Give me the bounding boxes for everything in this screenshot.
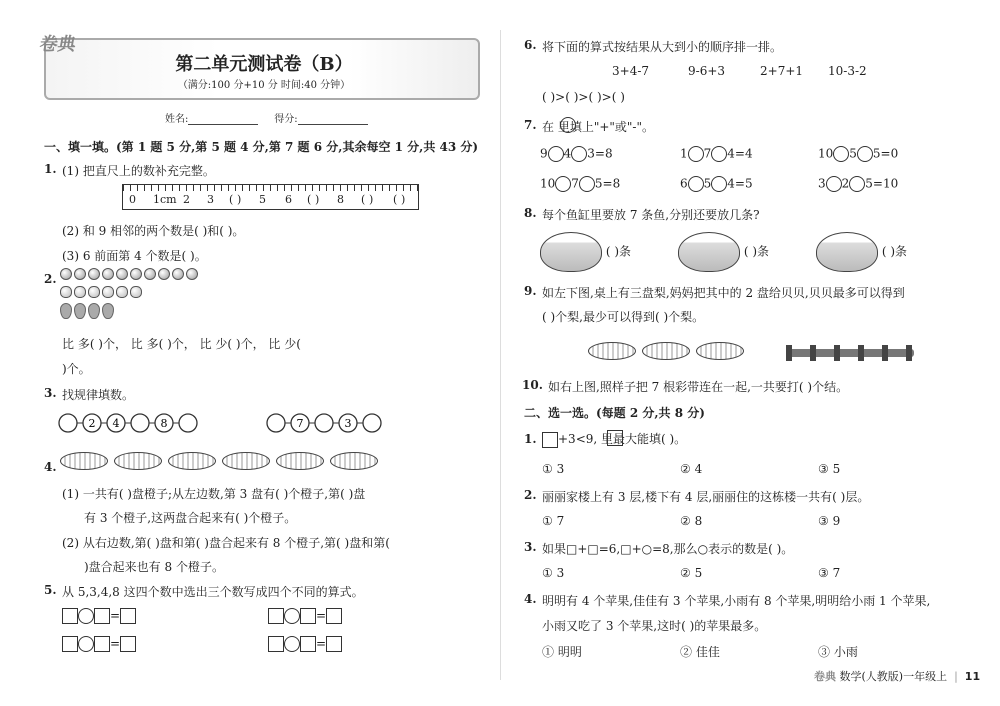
section2-heading: 二、选一选。(每题 2 分,共 8 分) (524, 406, 705, 420)
c4-option-3[interactable]: ③ 小雨 (818, 645, 858, 659)
ruler-label: 6 (285, 193, 292, 206)
section1-heading: 一、填一填。(第 1 题 5 分,第 5 题 4 分,第 7 题 6 分,其余每空 1 分,共 43 分) (44, 140, 479, 154)
q5-equation4[interactable]: = (268, 636, 342, 652)
c3-option-2[interactable]: ② 5 (680, 566, 703, 580)
sequence-circle[interactable] (131, 414, 149, 432)
page-subtitle: （满分:100 分+10 分 时间:40 分钟） (177, 80, 351, 91)
q9-line1: 如左下图,桌上有三盘梨,妈妈把其中的 2 盘给贝贝,贝贝最多可以得到 (542, 286, 905, 300)
q9-number: 9. (524, 284, 537, 298)
fishbowl-3: ( )条 (816, 232, 907, 272)
name-blank[interactable] (188, 114, 258, 125)
q7-text: 在 里填上"+"或"-"。 (542, 120, 655, 134)
q6-answer[interactable]: ( )>( )>( )>( ) (542, 90, 625, 104)
q10-text: 如右上图,照样子把 7 根彩带连在一起,一共要打( )个结。 (548, 380, 849, 394)
apple-icon (102, 286, 114, 298)
c4-line2: 小雨又吃了 3 个苹果,这时( )的苹果最多。 (542, 619, 767, 633)
ruler-label: 8 (337, 193, 344, 206)
sequence-circle[interactable] (267, 414, 285, 432)
c3-question: 如果□+□=6,□+○=8,那么○表示的数是( )。 (542, 542, 794, 556)
orange-icon (130, 268, 142, 280)
q1-number: 1. (44, 162, 57, 176)
q3-sequence2 (266, 410, 396, 436)
q1-part2: (2) 和 9 相邻的两个数是( )和( )。 (62, 224, 245, 238)
q2-number: 2. (44, 272, 57, 286)
orange-icon (88, 268, 100, 280)
c4-option-2[interactable]: ② 佳佳 (680, 645, 720, 659)
fruit-row-pears (60, 303, 116, 322)
page-footer: 卷典 数学(人教版)一年级上 | 11 (814, 670, 981, 683)
page-number: 11 (964, 670, 981, 683)
q10-number: 10. (522, 378, 543, 392)
orange-icon (186, 268, 198, 280)
c2-option-1[interactable]: ① 7 (542, 514, 565, 528)
q1-part1: (1) 把直尺上的数补充完整。 (62, 164, 215, 178)
q5-equation3[interactable]: = (62, 636, 136, 652)
c1-option-1[interactable]: ① 3 (542, 462, 565, 476)
q3-number: 3. (44, 386, 57, 400)
orange-icon (116, 268, 128, 280)
orange-plate (222, 452, 270, 470)
pear-icon (88, 303, 100, 319)
sequence-value: 3 (344, 417, 352, 430)
sequence-value: 2 (88, 417, 96, 430)
sequence-circle[interactable] (315, 414, 333, 432)
q4-number: 4. (44, 460, 57, 474)
orange-plate (60, 452, 108, 470)
fruit-row-oranges (60, 268, 200, 283)
q7-item-2[interactable]: 1 7 4=4 (680, 146, 753, 161)
c1-option-2[interactable]: ② 4 (680, 462, 703, 476)
sequence-value: 8 (160, 417, 168, 430)
c3-number: 3. (524, 540, 537, 554)
ruler-label: ) (315, 193, 320, 206)
ruler-label: ( (361, 193, 366, 206)
ruler-label: 0 (129, 193, 136, 206)
ruler-label: 5 (259, 193, 266, 206)
q8-text: 每个鱼缸里要放 7 条鱼,分别还要放几条? (542, 208, 760, 222)
apple-icon (116, 286, 128, 298)
q2-line2: )个。 (62, 362, 91, 376)
c1-square (607, 430, 623, 446)
q4-part2b: )盘合起来也有 8 个橙子。 (84, 560, 224, 574)
orange-plate (330, 452, 378, 470)
q4-part1a: (1) 一共有( )盘橙子;从左边数,第 3 盘有( )个橙子,第( )盘 (62, 487, 366, 501)
header-banner (44, 38, 480, 100)
q6-text: 将下面的算式按结果从大到小的顺序排一排。 (542, 40, 783, 54)
ruler-label: ) (401, 193, 406, 206)
q7-number: 7. (524, 118, 537, 132)
q3-text: 找规律填数。 (62, 388, 135, 402)
orange-plate (276, 452, 324, 470)
orange-icon (60, 268, 72, 280)
sequence-circle[interactable] (59, 414, 77, 432)
apple-icon (130, 286, 142, 298)
q1-part3: (3) 6 前面第 4 个数是( )。 (62, 249, 207, 263)
orange-plate (168, 452, 216, 470)
ruler-label: 3 (207, 193, 214, 206)
orange-icon (102, 268, 114, 280)
q7-item-3[interactable]: 10 5 5=0 (818, 146, 899, 161)
ruler-label: ( (307, 193, 312, 206)
page-title: 第二单元测试卷（B） (175, 54, 353, 75)
apple-icon (60, 286, 72, 298)
q7-item-6[interactable]: 3 2 5=10 (818, 176, 899, 191)
q7-item-1[interactable]: 9 4 3=8 (540, 146, 613, 161)
orange-icon (172, 268, 184, 280)
q4-part2a: (2) 从右边数,第( )盘和第( )盘合起来有 8 个橙子,第( )盘和第( (62, 536, 390, 550)
q5-equation2[interactable]: = (268, 608, 342, 624)
c1-number: 1. (524, 432, 537, 446)
apple-icon (74, 286, 86, 298)
q2-line1: 比 多( )个， 比 多( )个， 比 少( )个， 比 少( (62, 337, 301, 351)
ruler-label: 2 (183, 193, 190, 206)
ruler-label: ) (369, 193, 374, 206)
q6-expr-4: 10-3-2 (828, 64, 867, 78)
pear-plates (588, 342, 750, 363)
name-field: 姓名: 得分: (165, 110, 368, 125)
q3-sequence1 (58, 410, 218, 436)
c2-number: 2. (524, 488, 537, 502)
q5-equation1[interactable]: = (62, 608, 136, 624)
q9-line2: ( )个梨,最少可以得到( )个梨。 (542, 310, 705, 324)
q5-text: 从 5,3,4,8 这四个数中选出三个数写成四个不同的算式。 (62, 585, 364, 599)
sequence-value: 4 (112, 417, 120, 430)
fruit-row-apples (60, 286, 144, 301)
q8-number: 8. (524, 206, 537, 220)
orange-icon (74, 268, 86, 280)
page-divider (500, 30, 501, 680)
c4-option-1[interactable]: ① 明明 (542, 645, 582, 659)
footer-text: 数学(人教版)一年级上 (839, 670, 948, 683)
apple-icon (88, 286, 100, 298)
ruler-label: 1cm (153, 193, 177, 206)
ribbon-knots (786, 349, 914, 357)
ruler-label: ) (237, 193, 242, 206)
q6-expr-2: 9-6+3 (688, 64, 726, 78)
c1-option-3[interactable]: ③ 5 (818, 462, 841, 476)
pear-icon (74, 303, 86, 319)
c4-line1: 明明有 4 个苹果,佳佳有 3 个苹果,小雨有 8 个苹果,明明给小雨 1 个苹果, (542, 594, 931, 608)
sequence-circle[interactable] (363, 414, 381, 432)
fishbowl-1: ( )条 (540, 232, 631, 272)
c3-option-1[interactable]: ① 3 (542, 566, 565, 580)
c2-option-2[interactable]: ② 8 (680, 514, 703, 528)
ruler-label: ( (229, 193, 234, 206)
q6-expr-3: 2+7+1 (760, 64, 804, 78)
c3-option-3[interactable]: ③ 7 (818, 566, 841, 580)
sequence-circle[interactable] (179, 414, 197, 432)
q7-item-5[interactable]: 6 5 4=5 (680, 176, 753, 191)
publisher-logo: 卷典 (37, 34, 78, 55)
pear-icon (102, 303, 114, 319)
footer-logo: 卷典 (814, 670, 836, 683)
q6-expr-1: 3+4-7 (612, 64, 650, 78)
fishbowl-2: ( )条 (678, 232, 769, 272)
pear-icon (60, 303, 72, 319)
orange-plates (60, 452, 384, 473)
c2-question: 丽丽家楼上有 3 层,楼下有 4 层,丽丽住的这栋楼一共有( )层。 (542, 490, 870, 504)
q6-number: 6. (524, 38, 537, 52)
c1-question: +3<9, 里最大能填( )。 (542, 430, 686, 448)
orange-plate (114, 452, 162, 470)
q7-circle-sample (560, 117, 576, 133)
q5-number: 5. (44, 583, 57, 597)
c4-number: 4. (524, 592, 537, 606)
ruler-label: ( (393, 193, 398, 206)
ruler (122, 184, 419, 210)
orange-icon (144, 268, 156, 280)
sequence-value: 7 (296, 417, 304, 430)
orange-icon (158, 268, 170, 280)
c2-option-3[interactable]: ③ 9 (818, 514, 841, 528)
q4-part1b: 有 3 个橙子,这两盘合起来有( )个橙子。 (84, 511, 297, 525)
q7-item-4[interactable]: 10 7 5=8 (540, 176, 621, 191)
score-blank[interactable] (298, 114, 368, 125)
